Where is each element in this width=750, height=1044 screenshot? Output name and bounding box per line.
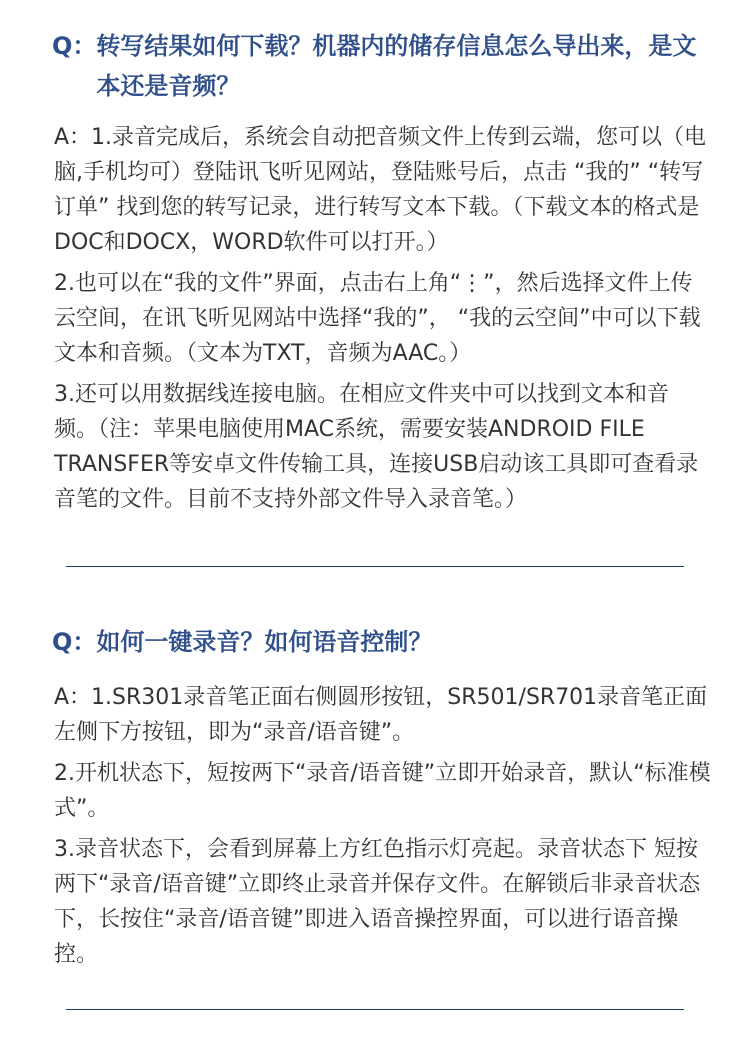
question-heading: [52, 622, 702, 662]
question-prefix: Q：: [52, 32, 97, 60]
answer-paragraph: 3.还可以用数据线连接电脑。在相应文件夹中可以找到文本和音频。（注：苹果电脑使用MAC系统，需要安装ANDROID FILE TRANSFER等安卓文件传输工具，连接USB启动该工具即可查看录音笔的文件。目前不支持外部文件导入录音笔。）: [54, 382, 699, 512]
faq-one-key-record: [0, 622, 750, 978]
section-divider: [66, 566, 684, 567]
section-divider: [66, 1009, 684, 1010]
answer-block: [54, 120, 712, 517]
question-text: 转写结果如何下载？机器内的储存信息怎么导出来，是文本还是音频？: [96, 32, 697, 100]
answer-block: [54, 680, 712, 972]
answer-paragraph: A：1.SR301录音笔正面右侧圆形按钮，SR501/SR701录音笔正面左侧下方按钮，即为“录音/语音键”。: [54, 685, 708, 745]
faq-download-export: [0, 26, 750, 523]
question-text: 如何一键录音？如何语音控制？: [96, 628, 433, 656]
question-heading: [52, 26, 702, 106]
answer-paragraph: 2.开机状态下，短按两下“录音/语音键”立即开始录音，默认“标准模式”。: [54, 761, 711, 821]
answer-paragraph: 2.也可以在“我的文件”界面，点击右上角“⋮”，然后选择文件上传云空间，在讯飞听见网站中选择“我的”， “我的云空间”中可以下载文本和音频。（文本为TXT，音频为AAC。）: [54, 271, 701, 366]
question-prefix: Q：: [52, 628, 97, 656]
answer-paragraph: 3.录音状态下，会看到屏幕上方红色指示灯亮起。录音状态下 短按两下“录音/语音键”立即终止录音并保存文件。在解锁后非录音状态下，长按住“录音/语音键”即进入语音操控界面，可以进行语音操控。: [54, 837, 701, 967]
answer-paragraph: A：1.录音完成后，系统会自动把音频文件上传到云端，您可以（电脑,手机均可）登陆讯飞听见网站，登陆账号后，点击 “我的” “转写订单” 找到您的转写记录，进行转写文本下载。（下载文本的格式是DOC和DOCX，WORD软件可以打开。）: [54, 125, 707, 255]
